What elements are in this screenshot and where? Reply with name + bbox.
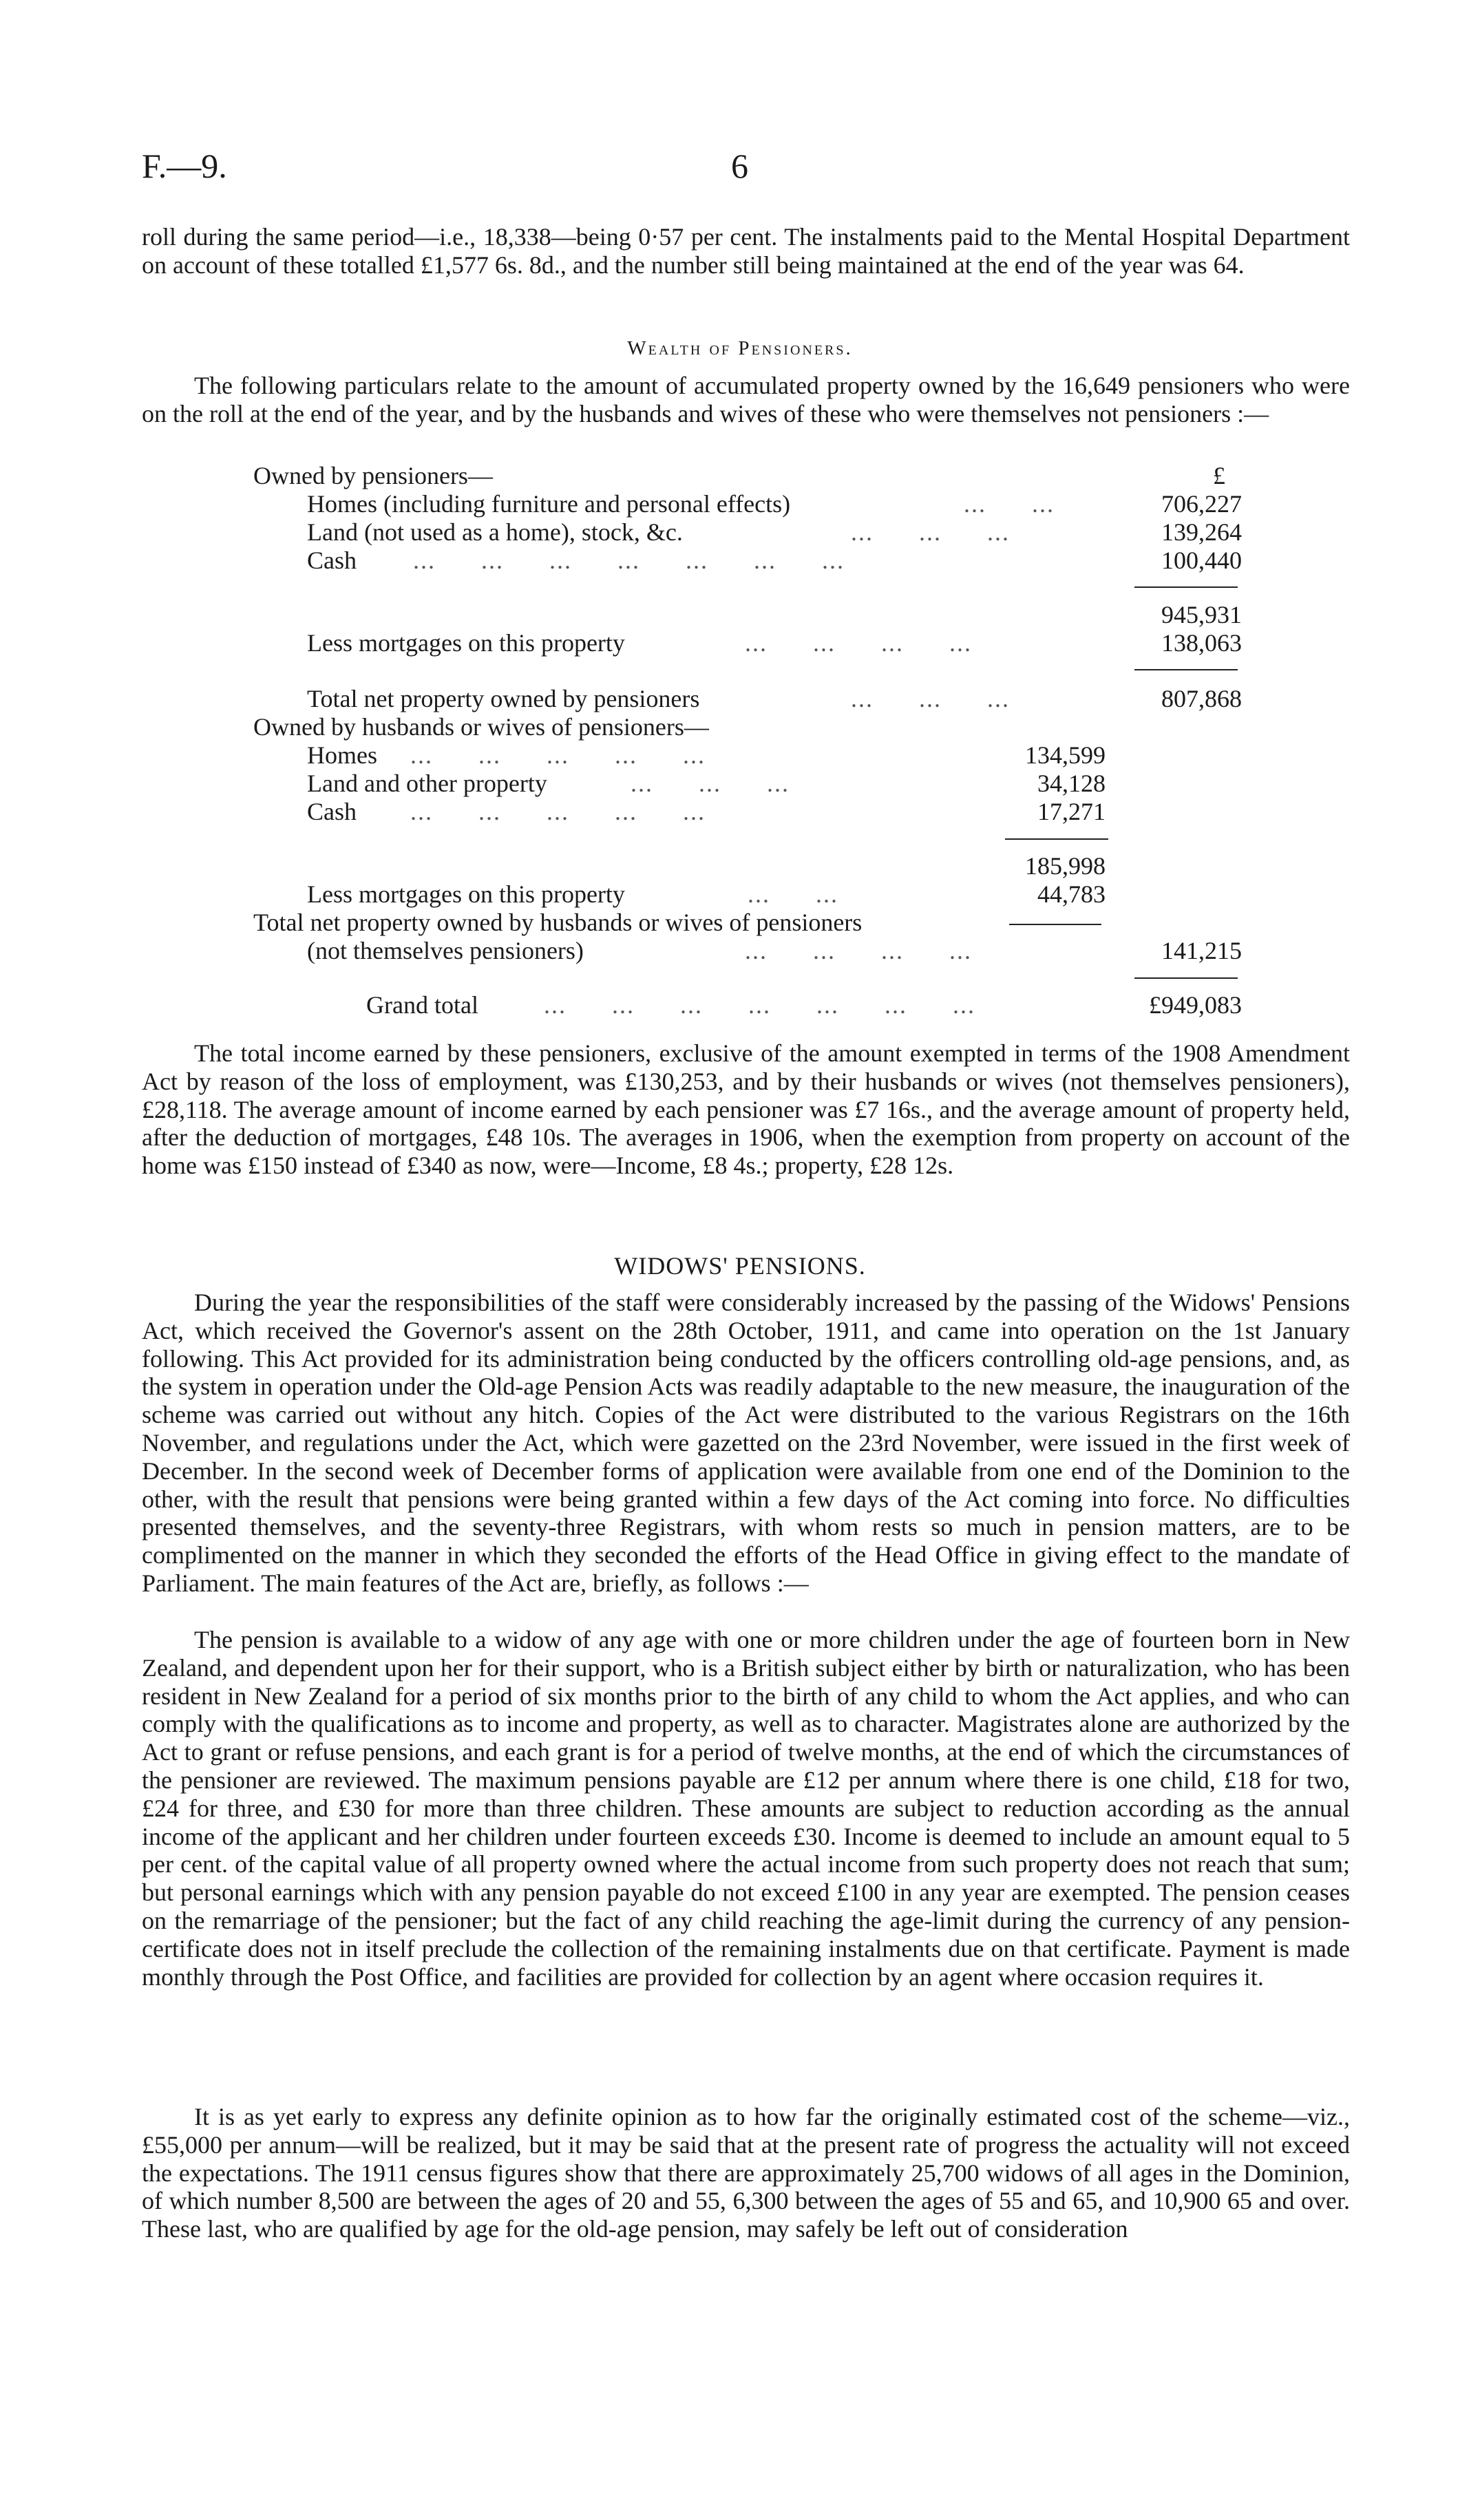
- leader-dots: ... ... ... ... ... ... ...: [544, 991, 975, 1019]
- grand-total-value: £949,083: [1149, 991, 1242, 1019]
- section-label: Owned by husbands or wives of pensioners—: [253, 713, 709, 741]
- grand-total-label: Grand total: [366, 991, 478, 1019]
- leader-dots: ... ... ... ... ...: [410, 798, 706, 825]
- leader-dots: ... ...: [748, 880, 838, 908]
- row-label: (not themselves pensioners): [307, 937, 584, 964]
- table-row: [0, 991, 1480, 1019]
- table-row: [0, 798, 1480, 826]
- row-label: Cash: [307, 547, 357, 574]
- table-row: [0, 685, 1480, 713]
- leader-dots: ... ... ...: [851, 518, 1010, 546]
- row-value: 34,128: [1037, 770, 1106, 797]
- table-row: [0, 518, 1480, 547]
- wealth-heading: Wealth of Pensioners.: [627, 337, 853, 359]
- row-label: Homes (including furniture and personal effects): [307, 490, 791, 518]
- leader-dots: ... ... ...: [631, 770, 790, 797]
- row-value: 100,440: [1161, 547, 1242, 574]
- page-reference: F.—9.: [142, 147, 227, 185]
- leader-dots: ... ... ... ... ...: [410, 741, 706, 769]
- leader-dots: ... ... ... ... ... ... ...: [413, 547, 845, 574]
- leader-dots: ... ... ...: [851, 685, 1010, 712]
- intro-paragraph: roll during the same period—i.e., 18,338—being 0·57 per cent. The instalments paid to the Mental Hospital Department on account of these totalled £1,577 6s. 8d., and the number still being maintained at the end of the year was 64.: [142, 223, 1350, 279]
- income-paragraph: The total income earned by these pensioners, exclusive of the amount exempted in terms of the 1908 Amendment Act by reason of the loss of employment, was £130,253, and by their husbands or wives (not themselves pensioners), £28,118. The average amount of income earned by each pensioner was £7 16s., and the average amount of property held, after the deduction of mortgages, £48 10s. The averages in 1906, when the exemption from property on account of the home was £150 instead of £340 as now, were—Income, £8 4s.; property, £28 12s.: [142, 1039, 1350, 1180]
- leader-dots: ... ... ... ...: [745, 937, 972, 964]
- table-row: [0, 852, 1480, 880]
- row-label: Less mortgages on this property: [307, 629, 625, 657]
- row-value: 134,599: [1025, 741, 1106, 769]
- subtotal-value: 185,998: [1025, 852, 1106, 880]
- table-row: [0, 629, 1480, 657]
- table-row: [0, 490, 1480, 518]
- row-value: 17,271: [1037, 798, 1106, 825]
- row-label: Land and other property: [307, 770, 547, 797]
- row-value: 706,227: [1161, 490, 1242, 518]
- table-row: [0, 880, 1480, 909]
- row-label: Total net property owned by husbands or wives of pensioners: [253, 909, 863, 936]
- row-label: Homes: [307, 741, 377, 769]
- widows-paragraph-2: The pension is available to a widow of any age with one or more children under the age of fourteen born in New Zealand, and dependent upon her for their support, who is a British subject either by birth or naturalization, who has been resident in New Zealand for a period of six months prior to the birth of any child to whom the Act applies, and who can comply with the qualifications as to income and property, as well as to character. Magistrates alone are authorized by the Act to grant or refuse pensions, and each grant is for a period of twelve months, at the end of which the circumstances of the pensioner are reviewed. The maximum pensions payable are £12 per annum where there is one child, £18 for two, £24 for three, and £30 for more than three children. These amounts are subject to reduction according as the annual income of the applicant and her children under fourteen exceeds £30. Income is deemed to include an amount equal to 5 per cent. of the capital value of all property owned where the actual income from such property does not reach that sum; but personal earnings which with any pension payable do not exceed £100 in any year are exempted. The pension ceases on the remarriage of the pensioner; but the fact of any child reaching the age-limit during the currency of any pension-certificate does not in itself preclude the collection of the remaining instalments due on that certificate. Payment is made monthly through the Post Office, and facilities are provided for collection by an agent where occasion requires it.: [142, 1626, 1350, 1991]
- sum-rule: [1005, 838, 1108, 840]
- table-row: [0, 713, 1480, 741]
- currency-symbol: £: [1213, 462, 1225, 489]
- subtotal-value: 945,931: [1161, 601, 1242, 628]
- widows-paragraph-3: It is as yet early to express any definite opinion as to how far the originally estimated cost of the scheme—viz., £55,000 per annum—will be realized, but it may be said that at the present rate of progress the actuality will not exceed the expectations. The 1911 census figures show that there are approximately 25,700 widows of all ages in the Dominion, of which number 8,500 are between the ages of 20 and 55, 6,300 between the ages of 55 and 65, and 10,900 65 and over. These last, who are qualified by age for the old-age pension, may safely be left out of consideration: [142, 2103, 1350, 2243]
- leader-dots: ... ...: [964, 490, 1055, 518]
- section-label: Owned by pensioners—: [253, 462, 493, 489]
- row-value: 141,215: [1161, 937, 1242, 964]
- sum-rule: [1134, 977, 1238, 979]
- leader-dots: ... ... ... ...: [745, 629, 972, 657]
- table-row: [0, 462, 1480, 490]
- row-value: 139,264: [1161, 518, 1242, 546]
- widows-pensions-heading: WIDOWS' PENSIONS.: [614, 1252, 866, 1280]
- page-number: 6: [731, 147, 748, 185]
- row-label: Cash: [307, 798, 357, 825]
- row-label: Total net property owned by pensioners: [307, 685, 700, 712]
- table-row: [0, 909, 1480, 937]
- row-label: Land (not used as a home), stock, &c.: [307, 518, 683, 546]
- row-label: Less mortgages on this property: [307, 880, 625, 908]
- table-row: [0, 547, 1480, 575]
- table-row: [0, 741, 1480, 770]
- wealth-intro-paragraph: The following particulars relate to the amount of accumulated property owned by the 16,649 pensioners who were on the roll at the end of the year, and by the husbands and wives of these who were themselves not pensioners :—: [142, 372, 1350, 427]
- table-row: [0, 770, 1480, 798]
- sum-rule: [1134, 669, 1238, 670]
- sum-rule: [1134, 586, 1238, 588]
- table-row: [0, 601, 1480, 629]
- sum-rule: [1009, 924, 1101, 925]
- table-row: [0, 937, 1480, 965]
- row-value: 138,063: [1161, 629, 1242, 657]
- widows-paragraph-1: During the year the responsibilities of the staff were considerably increased by the passing of the Widows' Pensions Act, which received the Governor's assent on the 28th October, 1911, and came into operation on the 1st January following. This Act provided for its administration being conducted by the officers controlling old-age pensions, and, as the system in operation under the Old-age Pension Acts was readily adaptable to the new measure, the inauguration of the scheme was carried out without any hitch. Copies of the Act were distributed to the various Registrars on the 16th November, and regulations under the Act, which were gazetted on the 23rd November, were issued in the first week of December. In the second week of December forms of application were available from one end of the Dominion to the other, with the result that pensions were being granted within a few days of the Act coming into force. No difficulties presented themselves, and the seventy-three Registrars, with whom rests so much in pension matters, are to be complimented on the manner in which they seconded the efforts of the Head Office in giving effect to the mandate of Parliament. The main features of the Act are, briefly, as follows :—: [142, 1289, 1350, 1597]
- row-value: 807,868: [1161, 685, 1242, 712]
- row-value: 44,783: [1037, 880, 1106, 908]
